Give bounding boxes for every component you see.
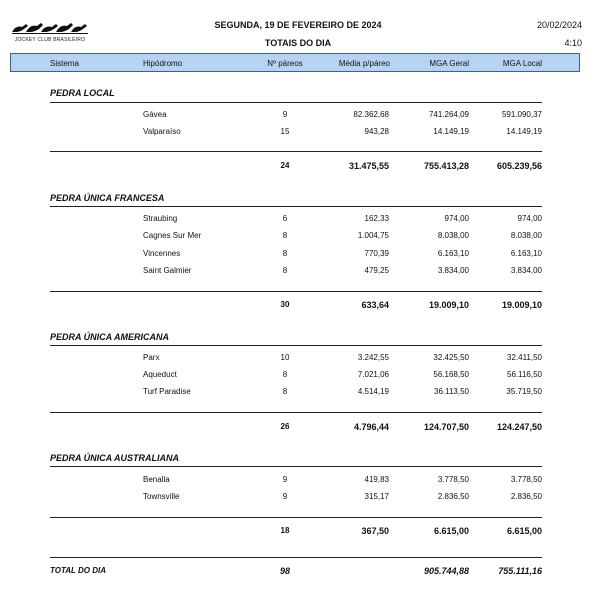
row-pareos: 8 [282,387,288,396]
row-pareos: 6 [282,214,288,223]
row-mga-local: 591.090,37 [501,110,542,119]
report-title: SEGUNDA, 19 DE FEVEREIRO DE 2024 [214,20,382,30]
row-hipodromo: Vincennes [143,249,181,258]
grand-total-label: TOTAL DO DIA [50,566,106,575]
row-mga-local: 6.163,10 [510,249,542,258]
report-date: 20/02/2024 [536,20,582,30]
row-pareos: 8 [282,266,288,275]
row-mga-geral: 36.113,50 [434,387,469,396]
report-time: 4:10 [564,38,582,48]
row-media: 7.021,06 [357,370,389,379]
section-divider [50,345,542,346]
row-pareos: 9 [282,475,288,484]
row-media: 82.362,68 [353,110,389,119]
row-mga-geral: 56.168,50 [433,370,469,379]
section-divider [50,102,542,103]
row-pareos: 8 [282,249,288,258]
subtotal-divider [50,412,542,413]
subtotal-mga-geral: 19.009,10 [428,300,469,310]
col-pareos: Nº páreos [267,59,303,68]
row-media: 419,83 [364,475,389,484]
row-mga-geral: 8.038,00 [437,231,469,240]
row-mga-local: 35.719,50 [506,387,542,396]
row-mga-local: 974,00 [517,214,542,223]
col-mga-geral: MGA Geral [429,59,469,68]
row-media: 162,33 [364,214,389,223]
row-hipodromo: Straubing [143,214,178,223]
subtotal-media: 31.475,55 [348,161,389,171]
subtotal-divider [50,517,542,518]
row-media: 1.004,75 [357,231,389,240]
subtotal-mga-local: 6.615,00 [506,526,542,536]
section-title: PEDRA ÚNICA AMERICANA [50,332,169,342]
row-hipodromo: Benalla [143,475,170,484]
section-title: PEDRA LOCAL [50,88,115,98]
row-mga-local: 56.116,50 [507,370,542,379]
col-mga-local: MGA Local [502,59,542,68]
row-mga-geral: 974,00 [444,214,469,223]
row-mga-geral: 3.834,00 [437,266,469,275]
subtotal-divider [50,151,542,152]
subtotal-mga-geral: 755.413,28 [423,161,469,171]
org-name: JOCKEY CLUB BRASILEIRO [14,37,86,43]
col-media: Média p/páreo [338,59,390,68]
grand-total-mga-local: 755.111,16 [498,566,542,576]
row-hipodromo: Turf Paradise [143,387,191,396]
row-mga-geral: 32.425,50 [433,353,469,362]
row-media: 3.242,55 [357,353,389,362]
row-mga-geral: 6.163,10 [437,249,469,258]
row-media: 943,28 [364,127,389,136]
row-pareos: 9 [282,492,288,501]
row-mga-geral: 2.836,50 [437,492,469,501]
row-hipodromo: Saint Galmier [143,266,192,275]
row-pareos: 8 [282,231,288,240]
subtotal-media: 633,64 [361,300,389,310]
grand-total-mga-geral: 905.744,88 [423,566,469,576]
subtotal-mga-local: 605.239,56 [496,161,542,171]
row-mga-geral: 741.264,09 [428,110,469,119]
row-mga-local: 32.411,50 [507,353,542,362]
grand-total-divider [50,557,542,558]
row-media: 315,17 [364,492,389,501]
subtotal-media: 367,50 [361,526,389,536]
row-pareos: 8 [282,370,288,379]
section-divider [50,206,542,207]
row-pareos: 9 [282,110,288,119]
row-mga-geral: 3.778,50 [437,475,469,484]
row-hipodromo: Valparaíso [143,127,181,136]
subtotal-pareos: 30 [280,300,290,309]
row-pareos: 15 [280,127,290,136]
col-sistema: Sistema [50,59,79,68]
row-hipodromo: Townsville [143,492,180,501]
row-mga-local: 8.038,00 [510,231,542,240]
row-mga-local: 14.149,19 [506,127,542,136]
row-hipodromo: Parx [143,353,160,362]
subtotal-pareos: 24 [280,161,290,170]
row-media: 479,25 [364,266,389,275]
row-hipodromo: Aqueduct [143,370,177,379]
section-divider [50,466,542,467]
row-hipodromo: Cagnes Sur Mer [143,231,202,240]
subtotal-mga-geral: 6.615,00 [433,526,469,536]
subtotal-media: 4.796,44 [353,422,389,432]
grand-total-pareos: 98 [279,566,290,576]
row-media: 770,39 [364,249,389,258]
row-mga-geral: 14.149,19 [433,127,469,136]
report-subtitle: TOTAIS DO DIA [264,38,332,48]
row-media: 4.514,19 [357,387,389,396]
row-mga-local: 2.836,50 [510,492,542,501]
subtotal-divider [50,291,542,292]
row-hipodromo: Gávea [143,110,167,119]
row-mga-local: 3.834,00 [510,266,542,275]
subtotal-pareos: 26 [280,422,290,431]
row-pareos: 10 [280,353,290,362]
subtotal-mga-geral: 124.707,50 [423,422,469,432]
subtotal-pareos: 18 [280,526,290,535]
section-title: PEDRA ÚNICA AUSTRALIANA [50,453,179,463]
subtotal-mga-local: 19.009,10 [501,300,542,310]
section-title: PEDRA ÚNICA FRANCESA [50,193,165,203]
subtotal-mga-local: 124.247,50 [496,422,542,432]
row-mga-local: 3.778,50 [510,475,542,484]
col-hipodromo: Hipódromo [143,59,183,68]
